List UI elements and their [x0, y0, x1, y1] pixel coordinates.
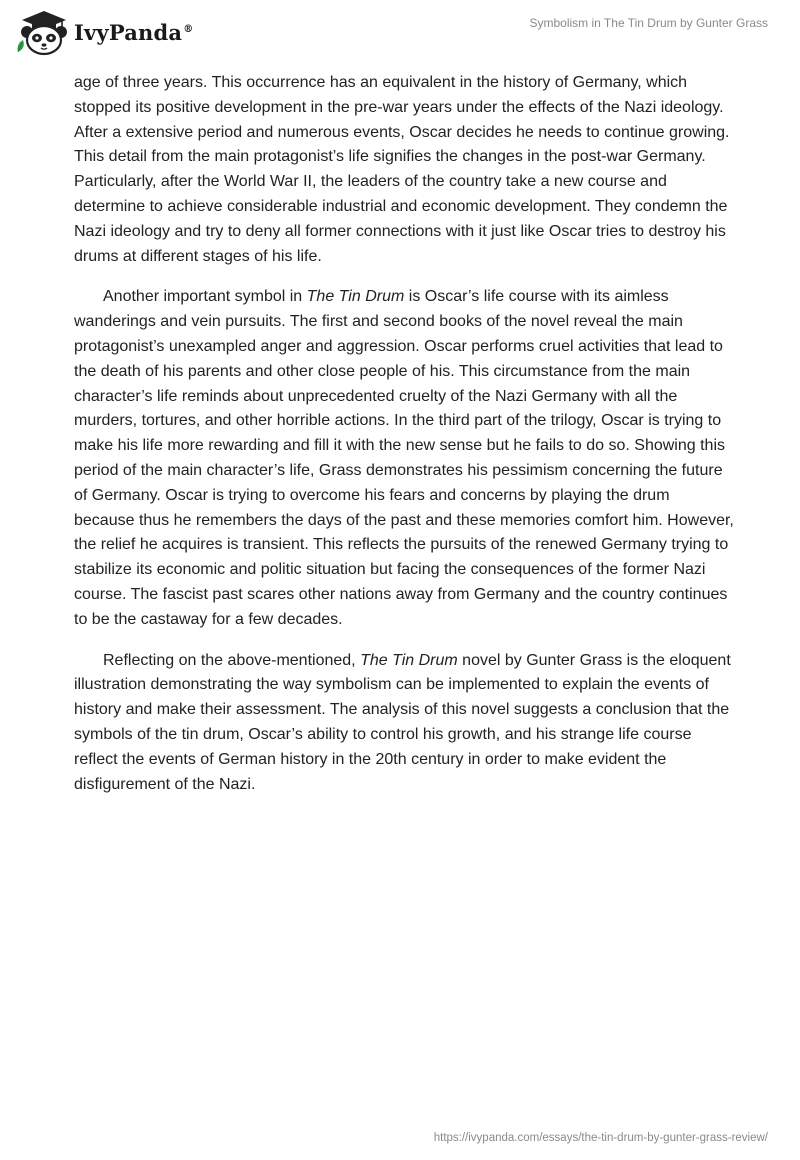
paragraph-3	[74, 649, 734, 798]
essay-body	[74, 71, 734, 813]
book-title-italic: The Tin Drum	[360, 651, 458, 669]
book-title-italic: The Tin Drum	[306, 288, 405, 306]
panda-graduation-cap-icon	[14, 8, 70, 56]
registered-mark: ®	[183, 23, 194, 35]
source-url[interactable]: https://ivypanda.com/essays/the-tin-drum-by-gunter-grass-review/	[433, 1132, 768, 1144]
paragraph-1: age of three years. This occurrence has an equivalent in the history of Germany, which stopped its positive development in the pre-war years under the effects of the Nazi ideology. After a extensive period and numerous events, Oscar decides he needs to continue growing. This detail from the main protagonist’s life signifies the changes in the post-war Germany. Particularly, after the World War II, the leaders of the country take a new course and determine to achieve considerable industrial and economic development. They condemn the Nazi ideology and try to deny all former connections with it just like Oscar tries to destroy his drums at different stages of his life.	[74, 74, 730, 265]
paragraph-2	[74, 285, 734, 632]
paragraph-3-lead: Reflecting on the above-mentioned,	[103, 651, 361, 669]
running-title: Symbolism in The Tin Drum by Gunter Grass	[529, 16, 768, 30]
paragraph-2-body: is Oscar’s life course with its aimless wanderings and vein pursuits. The first and second books of the novel reveal the main protagonist’s unexampled anger and aggression. Oscar performs cruel activities that lead to the death of his parents and other close people of his. This circumstance from the main character’s life reminds about unprecedented cruelty of the Nazi Germany with all the murders, tortures, and other horrible actions. In the third part of the trilogy, Oscar is trying to make his life more rewarding and fill it with the new sense but he fails to do so. Showing this period of the main character’s life, Grass demonstrates his pessimism concerning the future of Germany. Oscar is trying to overcome his fears and concerns by playing the drum because thus he remembers the days of the past and these memories comfort him. However, the relief he acquires is transient. This reflects the pursuits of the renewed Germany trying to stabilize its economic and politic situation but facing the consequences of the former Nazi course. The fascist past scares other nations away from Germany and the country continues to be the castaway for a few decades.	[74, 288, 734, 628]
page-header	[0, 0, 800, 70]
paragraph-3-body: novel by Gunter Grass is the eloquent illustration demonstrating the way symbolism can be implemented to explain the events of history and make their assessment. The analysis of this novel suggests a conclusion that the symbols of the tin drum, Oscar’s ability to control his growth, and his strange life course reflect the events of German history in the 20th century in order to make evident the disfigurement of the Nazi.	[74, 651, 731, 793]
paragraph-2-lead: Another important symbol in	[103, 288, 307, 306]
logo-text: IvyPanda®	[74, 19, 194, 45]
ivypanda-logo[interactable]	[14, 8, 193, 56]
